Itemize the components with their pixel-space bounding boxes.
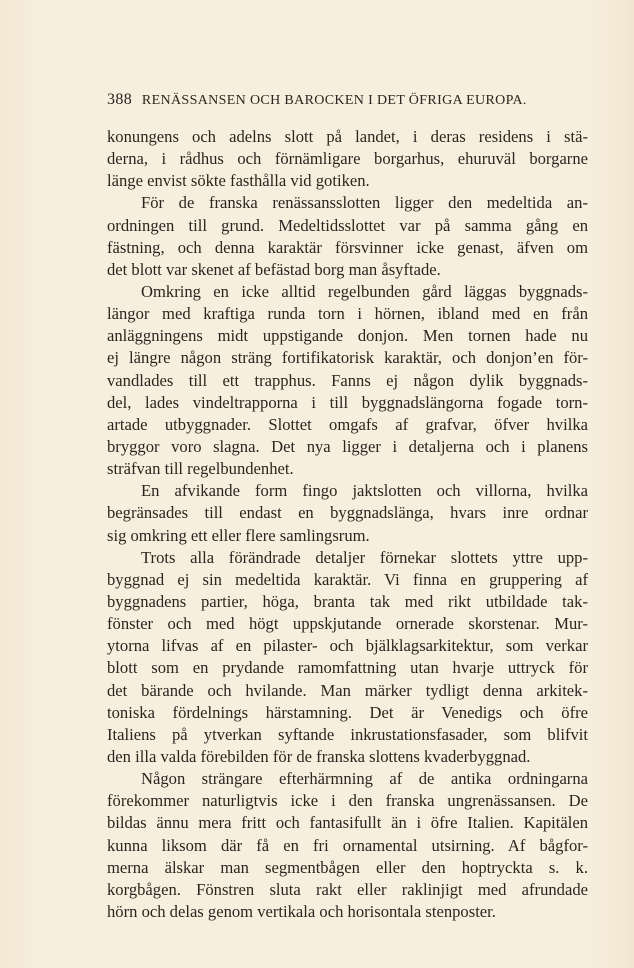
running-header — [107, 91, 585, 109]
text-line: vandlades till ett trapphus. Fanns ej någon dylik byggnads- — [107, 370, 588, 390]
text-line: byggnad ej sin medeltida karaktär. Vi finna en gruppering af — [107, 569, 588, 589]
text-line: Någon strängare efterhärmning af de antika ordningarna — [141, 769, 588, 789]
text-line: det blott var skenet af befästad borg man åsyftade. — [107, 259, 441, 279]
text-line: toniska fördelnings härstamning. Det är Venedigs och öfre — [107, 702, 588, 722]
text-line: den illa valda förebilden för de franska slottens kvaderbyggnad. — [107, 746, 531, 766]
paragraph — [107, 480, 588, 546]
text-line: ytorna lifvas af en pilaster- och bjälklagsarkitektur, som verkar — [107, 636, 588, 656]
text-line: sig omkring ett eller flere samlingsrum. — [107, 525, 370, 545]
text-line: byggnadens partier, höga, branta tak med rikt utbildade tak- — [107, 591, 588, 611]
text-line: kunna liksom där få en fri ornamental utsirning. Af bågfor- — [107, 835, 588, 855]
text-line: länge envist sökte fasthålla vid gotiken. — [107, 171, 370, 191]
text-line: längor med kraftiga runda torn i hörnen, ibland med en från — [107, 304, 588, 324]
text-line: del, lades vindeltrapporna i till byggnadslängorna fogade torn- — [107, 392, 588, 412]
text-line: fönster och med högt uppskjutande ornerade skorstenar. Mur- — [107, 614, 588, 634]
text-line: För de franska renässansslotten ligger den medeltida an- — [141, 193, 588, 213]
paragraph — [107, 768, 588, 923]
text-line: anläggningens midt uppstigande donjon. Men tornen hade nu — [107, 326, 588, 346]
text-line: En afvikande form fingo jaktslotten och villorna, hvilka — [141, 481, 588, 501]
paragraph — [107, 281, 588, 480]
paragraph — [107, 547, 588, 768]
text-line: blott som en prydande ramomfattning utan hvarje uttryck för — [107, 658, 588, 678]
text-line: sträfvan till regelbundenhet. — [107, 459, 294, 479]
running-title: RENÄSSANSEN OCH BAROCKEN I DET ÖFRIGA EUROPA. — [141, 93, 527, 108]
text-line: artade utbyggnader. Slottet omgafs af grafvar, öfver hvilka — [107, 414, 588, 434]
paragraph — [107, 126, 588, 192]
page-number: 388 — [107, 91, 133, 108]
text-line: bryggor voro slagna. Det nya ligger i detaljerna och i planens — [107, 436, 588, 456]
paragraph — [107, 192, 588, 281]
text-line: derna, i rådhus och förnämligare borgarhus, ehuruväl borgarne — [107, 149, 588, 169]
text-line: ej längre någon sträng fortifikatorisk karaktär, och donjon’en för- — [107, 348, 588, 368]
text-line: förekommer naturligtvis icke i den franska ungrenässansen. De — [107, 791, 588, 811]
text-line: begränsades till endast en byggnadslänga, hvars inre ordnar — [107, 503, 588, 523]
text-line: ordningen till grund. Medeltidsslottet var på samma gång en — [107, 215, 588, 235]
text-line: korgbågen. Fönstren sluta rakt eller raklinjigt med afrundade — [107, 879, 588, 899]
text-line: Trots alla förändrade detaljer förnekar slottets yttre upp- — [141, 547, 588, 567]
text-line: det bärande och hvilande. Man märker tydligt denna arkitek- — [107, 680, 588, 700]
text-line: hörn och delas genom vertikala och horisontala stenposter. — [107, 901, 496, 921]
text-line: Italiens på ytverkan syftande inkrustationsfasader, som blifvit — [107, 724, 588, 744]
body-text — [107, 126, 588, 923]
text-line: merna älskar man segmentbågen eller den hoptryckta s. k. — [107, 857, 588, 877]
text-line: bildas ännu mera fritt och fantasifullt än i öfre Italien. Kapitälen — [107, 813, 588, 833]
text-line: Omkring en icke alltid regelbunden gård läggas byggnads- — [141, 281, 588, 301]
text-line: konungens och adelns slott på landet, i deras residens i stä- — [107, 127, 588, 146]
text-line: fästning, och denna karaktär försvinner icke genast, äfven om — [107, 237, 588, 257]
